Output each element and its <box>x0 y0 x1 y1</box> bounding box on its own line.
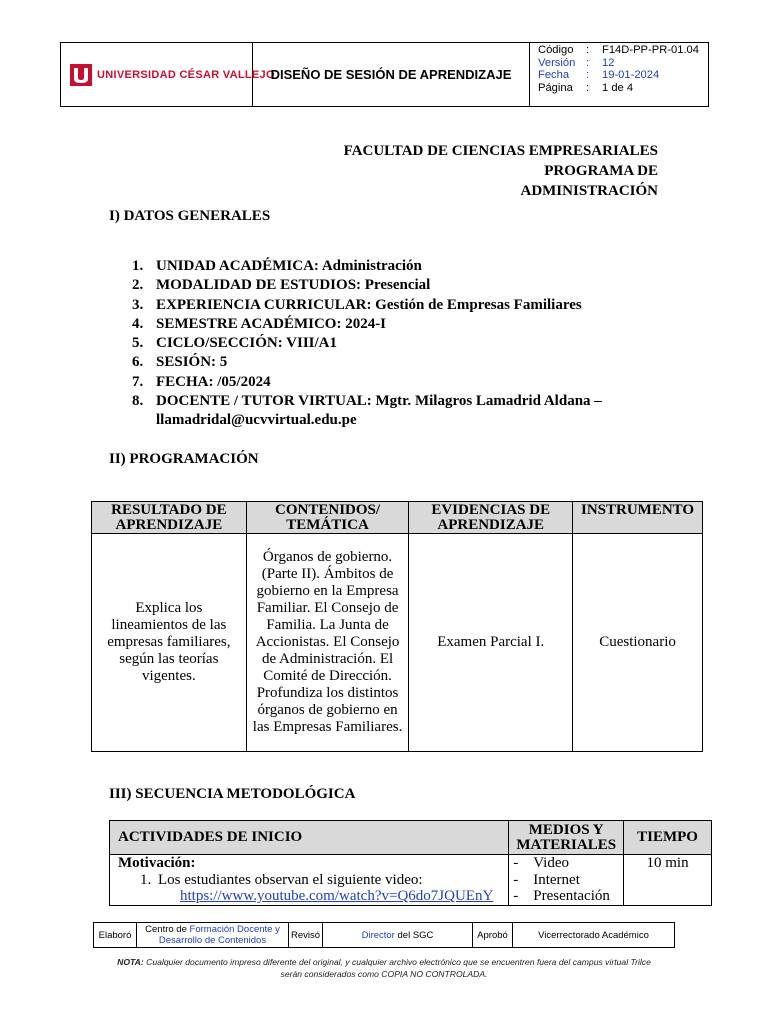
university-crest-icon <box>69 63 93 87</box>
table-row <box>110 855 712 906</box>
elaborated-by-prefix: Centro de <box>145 924 190 935</box>
list-item <box>132 373 652 392</box>
list-number: 4. <box>132 315 144 332</box>
column-header: TIEMPO <box>624 821 712 855</box>
elaborated-by-name: Formación Docente y Desarrollo de Contenidos <box>158 924 280 946</box>
document-meta <box>530 43 708 106</box>
meta-date <box>538 69 708 82</box>
list-number: 6. <box>132 354 144 371</box>
list-text: EXPERIENCIA CURRICULAR: Gestión de Empresas Familiares <box>156 296 582 313</box>
document-title: DISEÑO DE SESIÓN DE APRENDIZAJE <box>253 43 530 106</box>
media-text: Internet <box>533 871 580 888</box>
faculty-heading <box>300 141 658 201</box>
meta-key: Fecha <box>538 69 570 82</box>
list-text: MODALIDAD DE ESTUDIOS: Presencial <box>156 277 431 294</box>
meta-version <box>538 57 708 70</box>
evidence-cell: Examen Parcial I. <box>409 534 573 752</box>
list-dash: - <box>513 888 519 904</box>
list-item <box>132 392 652 431</box>
list-text: SESIÓN: 5 <box>156 354 228 371</box>
column-header: EVIDENCIAS DE APRENDIZAJE <box>409 502 573 534</box>
list-item <box>132 334 652 353</box>
list-dash: - <box>513 855 519 871</box>
section-methodology-title: III) SECUENCIA METODOLÓGICA <box>109 786 356 802</box>
media-text: Presentación <box>533 888 610 904</box>
step-number: 1. <box>140 871 152 888</box>
note-text: Cualquier documento impreso diferente del original, y cualquier archivo electrónico que se encuentren fuera del campus virtual Trilce serán considerados como COPIA NO CONTROLADA. <box>143 957 651 979</box>
programming-table <box>91 501 703 752</box>
university-logo <box>61 43 275 106</box>
list-text: FECHA: /05/2024 <box>156 373 271 390</box>
meta-colon: : <box>586 69 590 82</box>
meta-code <box>538 44 708 57</box>
meta-key: Versión <box>538 56 576 69</box>
list-item <box>132 315 652 334</box>
approved-label: Aprobó <box>473 923 513 947</box>
document-header <box>60 42 709 107</box>
logo-text: UNIVERSIDAD CÉSAR VALLEJO <box>97 68 275 81</box>
note-label: NOTA: <box>117 957 144 967</box>
instrument-cell: Cuestionario <box>573 534 703 752</box>
time-cell: 10 min <box>624 855 712 906</box>
general-data-list <box>132 257 652 431</box>
footer-note <box>110 956 658 980</box>
table-header-row <box>110 821 712 855</box>
meta-key: Página <box>538 81 573 94</box>
activity-step <box>118 872 508 889</box>
table-row <box>92 534 703 752</box>
program-line: PROGRAMA DE <box>544 163 658 179</box>
meta-value: 12 <box>602 56 615 69</box>
media-cell <box>509 855 624 906</box>
reviewed-by <box>323 923 473 947</box>
meta-value: F14D-PP-PR-01.04 <box>602 44 699 56</box>
list-number: 8. <box>132 393 144 410</box>
content-cell: Órganos de gobierno. (Parte II). Ámbitos de gobierno en la Empresa Familiar. El Consejo de Familia. La Junta de Accionistas. El Consejo de Administración. El Comité de Dirección. Profundiza los distintos órganos de gobierno en las Empresas Familiares. <box>246 534 409 752</box>
activities-cell <box>110 855 509 906</box>
column-header: MEDIOS Y MATERIALES <box>509 821 624 855</box>
section-general-title: I) DATOS GENERALES <box>109 208 271 224</box>
column-header: CONTENIDOS/ TEMÁTICA <box>246 502 409 534</box>
faculty-line: FACULTAD DE CIENCIAS EMPRESARIALES <box>343 143 658 159</box>
program-name: ADMINISTRACIÓN <box>520 183 658 199</box>
meta-value: 19-01-2024 <box>602 69 660 82</box>
video-link[interactable]: https://www.youtube.com/watch?v=Q6do7JQUEnY <box>180 888 494 904</box>
list-number: 7. <box>132 373 144 390</box>
meta-colon: : <box>586 81 590 94</box>
elaborated-label: Elaboró <box>94 923 137 947</box>
list-number: 3. <box>132 296 144 313</box>
meta-value: 1 de 4 <box>602 81 634 94</box>
meta-key: Código <box>538 44 574 56</box>
approval-footer <box>93 922 675 948</box>
list-item <box>509 888 623 905</box>
list-text: DOCENTE / TUTOR VIRTUAL: Mgtr. Milagros Lamadrid Aldana – llamadridal@ucvvirtual.edu.pe <box>156 393 602 429</box>
list-number: 2. <box>132 277 144 294</box>
column-header: INSTRUMENTO <box>573 502 703 534</box>
approved-by: Vicerrectorado Académico <box>538 929 649 941</box>
learning-result-cell: Explica los lineamientos de las empresas familiares, según las teorías vigentes. <box>92 534 247 752</box>
step-text: Los estudiantes observan el siguiente video: <box>158 871 423 888</box>
reviewed-by-suffix: del SGC <box>394 929 434 941</box>
elaborated-by <box>137 923 289 947</box>
meta-colon: : <box>586 44 590 56</box>
list-number: 5. <box>132 335 144 352</box>
reviewed-label: Revisó <box>289 923 323 947</box>
media-text: Video <box>533 855 569 871</box>
list-number: 1. <box>132 258 144 274</box>
reviewed-by-role: Director <box>361 929 395 941</box>
list-item <box>132 296 652 315</box>
list-item <box>132 353 652 372</box>
list-dash: - <box>513 871 519 888</box>
list-text: UNIDAD ACADÉMICA: Administración <box>156 258 422 274</box>
meta-page <box>538 82 708 95</box>
list-item <box>132 276 652 295</box>
motivation-label: Motivación: <box>118 855 196 871</box>
list-item <box>509 872 623 889</box>
list-item <box>509 855 623 872</box>
list-text: CICLO/SECCIÓN: VIII/A1 <box>156 335 338 352</box>
meta-colon: : <box>586 56 590 69</box>
section-programming-title: II) PROGRAMACIÓN <box>109 451 259 467</box>
list-item <box>132 257 652 276</box>
methodology-table <box>109 820 712 906</box>
column-header: ACTIVIDADES DE INICIO <box>110 821 509 855</box>
table-header-row <box>92 502 703 534</box>
list-text: SEMESTRE ACADÉMICO: 2024-I <box>156 315 387 332</box>
column-header: RESULTADO DE APRENDIZAJE <box>92 502 247 534</box>
